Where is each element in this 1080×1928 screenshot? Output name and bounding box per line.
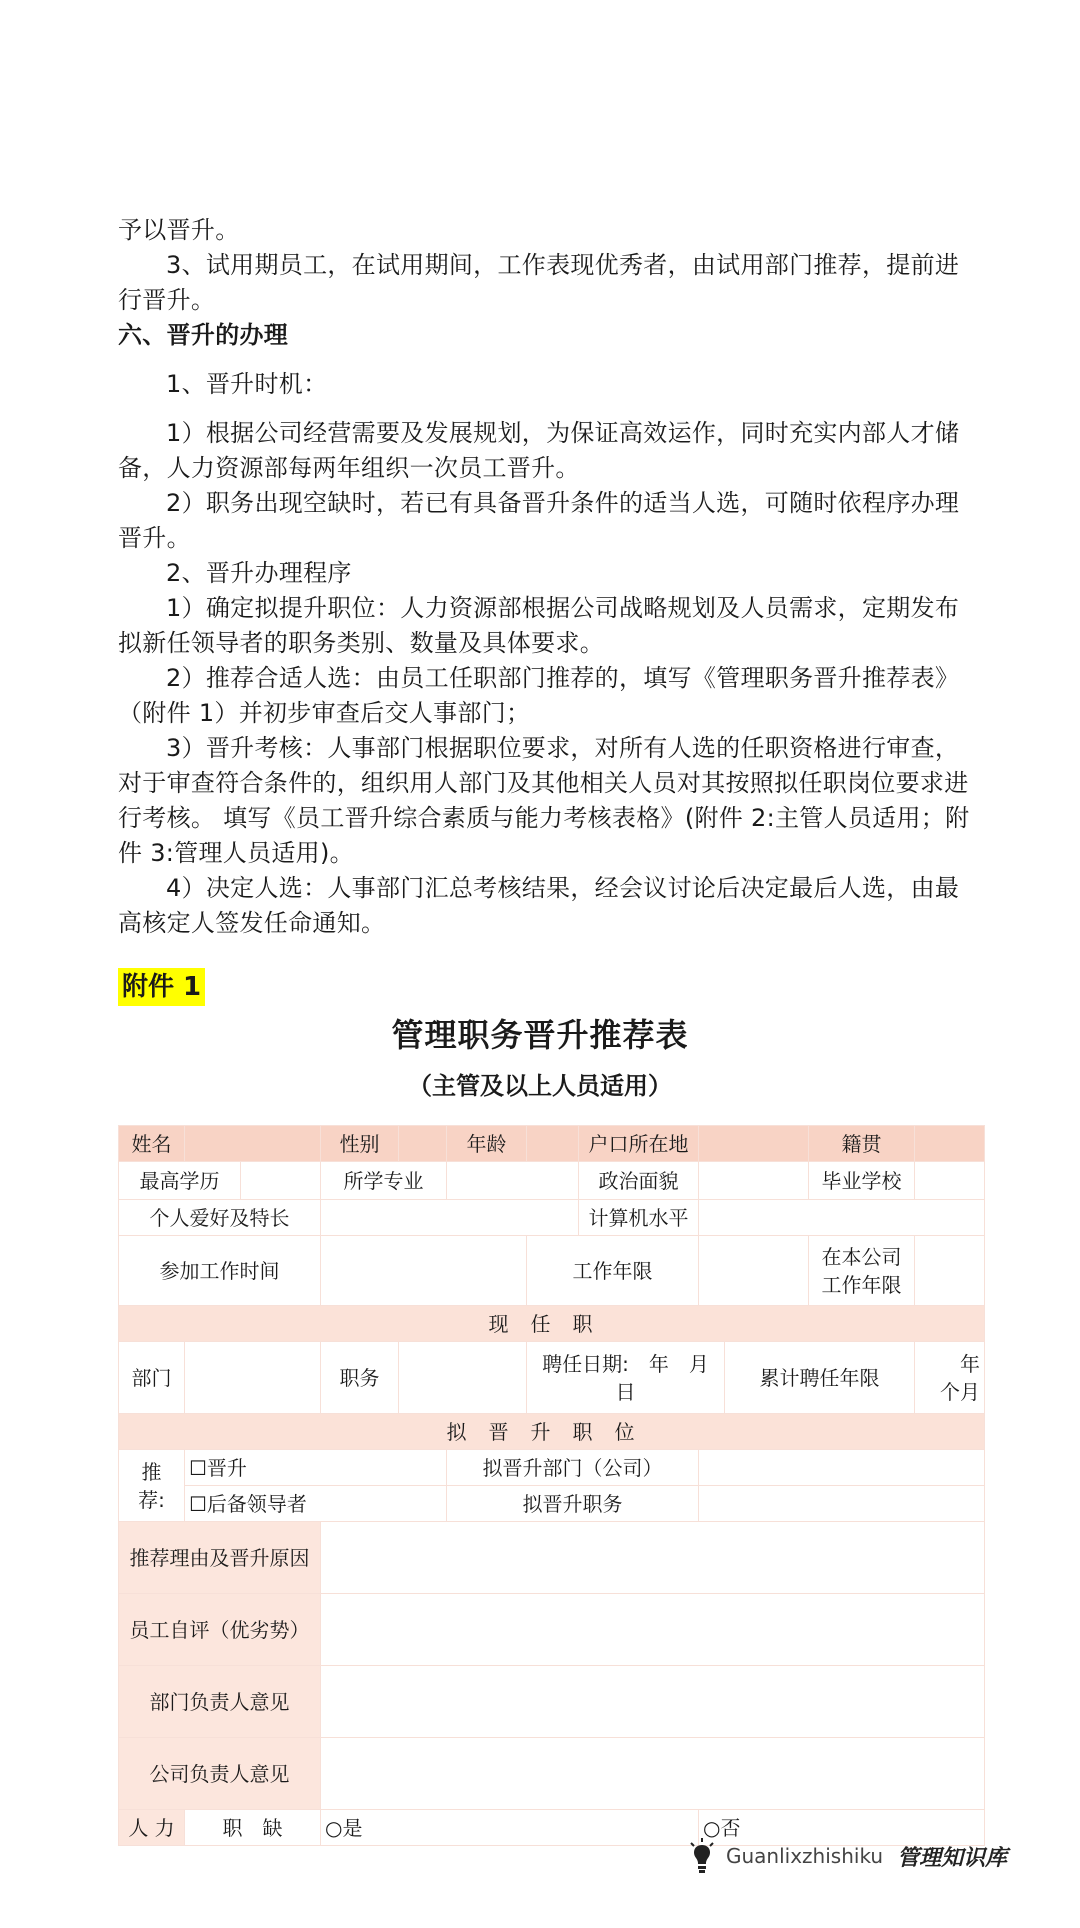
paragraph: 3）晋升考核：人事部门根据职位要求，对所有人选的任职资格进行审查，对于审查符合条件的，组织用人部门及其他相关人员对其按照拟任职岗位要求进行考核。 填写《员工晋升综合素质与能力考核表格》(附件 2:主管人员适用；附件 3:管理人员适用)。 xyxy=(118,734,970,867)
total-tenure-field[interactable] xyxy=(915,1342,985,1414)
table-row xyxy=(119,1342,985,1414)
paragraph: 1、晋升时机： xyxy=(166,370,328,398)
proposed-position-section: 拟晋升职位 xyxy=(119,1414,985,1450)
paragraph: 予以晋升。 xyxy=(118,216,240,244)
name-field[interactable] xyxy=(185,1126,321,1162)
target-dept-field[interactable] xyxy=(699,1450,985,1486)
total-tenure-label: 累计聘任年限 xyxy=(725,1342,915,1414)
table-row xyxy=(119,1306,985,1342)
recommend-label xyxy=(119,1450,185,1522)
position-field[interactable] xyxy=(399,1342,527,1414)
paragraph: 1）根据公司经营需要及发展规划，为保证高效运作，同时充实内部人才储备，人力资源部每两年组织一次员工晋升。 xyxy=(118,419,960,482)
self-eval-field[interactable] xyxy=(321,1594,985,1666)
hukou-field[interactable] xyxy=(699,1126,809,1162)
age-label: 年龄 xyxy=(447,1126,527,1162)
dept-opinion-label: 部门负责人意见 xyxy=(119,1666,321,1738)
paragraph: 4）决定人选：人事部门汇总考核结果，经会议讨论后决定最后人选，由最高核定人签发任命通知。 xyxy=(118,874,960,937)
brand-cn: 管理知识库 xyxy=(897,1844,1008,1871)
computer-level-field[interactable] xyxy=(699,1200,985,1236)
table-row xyxy=(119,1162,985,1200)
company-opinion-label: 公司负责人意见 xyxy=(119,1738,321,1810)
gender-label: 性别 xyxy=(321,1126,399,1162)
tenure-unit-year: 年 xyxy=(960,1351,980,1376)
paragraph: 1）确定拟提升职位：人力资源部根据公司战略规划及人员需求，定期发布拟新任领导者的职务类别、数量及具体要求。 xyxy=(118,594,960,657)
paragraph: 3、试用期员工，在试用期间，工作表现优秀者，由试用部门推荐，提前进行晋升。 xyxy=(118,251,960,314)
work-start-field[interactable] xyxy=(321,1236,527,1306)
computer-level-label: 计算机水平 xyxy=(579,1200,699,1236)
education-field[interactable] xyxy=(241,1162,321,1200)
target-dept-label: 拟晋升部门（公司） xyxy=(447,1450,699,1486)
hobbies-field[interactable] xyxy=(321,1200,579,1236)
work-years-field[interactable] xyxy=(699,1236,809,1306)
hobbies-label: 个人爱好及特长 xyxy=(119,1200,321,1236)
education-label: 最高学历 xyxy=(119,1162,241,1200)
company-years-label-line: 工作年限 xyxy=(821,1272,902,1297)
target-position-label: 拟晋升职务 xyxy=(447,1486,699,1522)
vacancy-yes-radio[interactable]: ○是 xyxy=(321,1810,699,1846)
name-label: 姓名 xyxy=(119,1126,185,1162)
school-field[interactable] xyxy=(915,1162,985,1200)
company-years-label xyxy=(809,1236,915,1306)
lightbulb-icon xyxy=(688,1837,716,1875)
table-row xyxy=(119,1486,985,1522)
table-row xyxy=(119,1126,985,1162)
gender-field[interactable] xyxy=(399,1126,447,1162)
table-row xyxy=(119,1450,985,1486)
native-place-field[interactable] xyxy=(915,1126,985,1162)
work-start-label: 参加工作时间 xyxy=(119,1236,321,1306)
table-row xyxy=(119,1666,985,1738)
reason-field[interactable] xyxy=(321,1522,985,1594)
hire-date-field[interactable]: 聘任日期: 年 月 日 xyxy=(527,1342,725,1414)
vacancy-no-radio[interactable]: ○否 xyxy=(699,1810,985,1846)
position-label: 职务 xyxy=(321,1342,399,1414)
recommend-label-line: 荐: xyxy=(138,1487,165,1512)
table-row xyxy=(119,1522,985,1594)
dept-label: 部门 xyxy=(119,1342,185,1414)
promote-checkbox[interactable]: ☐晋升 xyxy=(185,1450,447,1486)
recommend-label-line: 推 xyxy=(141,1459,162,1484)
footer-brand xyxy=(688,1836,1007,1876)
hr-label: 人 力 xyxy=(119,1810,185,1846)
table-row xyxy=(119,1738,985,1810)
political-status-label: 政治面貌 xyxy=(579,1162,699,1200)
major-field[interactable] xyxy=(447,1162,579,1200)
paragraph: 2）推荐合适人选：由员工任职部门推荐的，填写《管理职务晋升推荐表》（附件 1）并初步审查后交人事部门； xyxy=(118,664,960,727)
paragraph: 2）职务出现空缺时，若已有具备晋升条件的适当人选，可随时依程序办理晋升。 xyxy=(118,489,960,552)
reserve-leader-checkbox[interactable]: ☐后备领导者 xyxy=(185,1486,447,1522)
section-heading: 六、晋升的办理 xyxy=(118,321,289,349)
native-place-label: 籍贯 xyxy=(809,1126,915,1162)
work-years-label: 工作年限 xyxy=(527,1236,699,1306)
age-field[interactable] xyxy=(527,1126,579,1162)
paragraph: 2、晋升办理程序 xyxy=(166,559,352,587)
reason-label: 推荐理由及晋升原因 xyxy=(119,1522,321,1594)
attachment-label: 附件 1 xyxy=(118,968,205,1006)
political-status-field[interactable] xyxy=(699,1162,809,1200)
brand-latin: Guanlixzhishiku xyxy=(726,1844,884,1868)
tenure-unit-month: 个月 xyxy=(940,1379,980,1404)
promotion-recommendation-form xyxy=(118,1125,985,1846)
major-label: 所学专业 xyxy=(321,1162,447,1200)
form-title: 管理职务晋升推荐表 xyxy=(391,1016,689,1054)
current-position-section: 现任职 xyxy=(119,1306,985,1342)
table-row xyxy=(119,1236,985,1306)
company-opinion-field[interactable] xyxy=(321,1738,985,1810)
hukou-label: 户口所在地 xyxy=(579,1126,699,1162)
vacancy-label: 职 缺 xyxy=(185,1810,321,1846)
company-years-field[interactable] xyxy=(915,1236,985,1306)
table-row xyxy=(119,1594,985,1666)
dept-field[interactable] xyxy=(185,1342,321,1414)
target-position-field[interactable] xyxy=(699,1486,985,1522)
dept-opinion-field[interactable] xyxy=(321,1666,985,1738)
table-row xyxy=(119,1200,985,1236)
table-row xyxy=(119,1414,985,1450)
form-subtitle: （主管及以上人员适用） xyxy=(408,1072,672,1100)
self-eval-label: 员工自评（优劣势） xyxy=(119,1594,321,1666)
school-label: 毕业学校 xyxy=(809,1162,915,1200)
company-years-label-line: 在本公司 xyxy=(821,1244,902,1269)
